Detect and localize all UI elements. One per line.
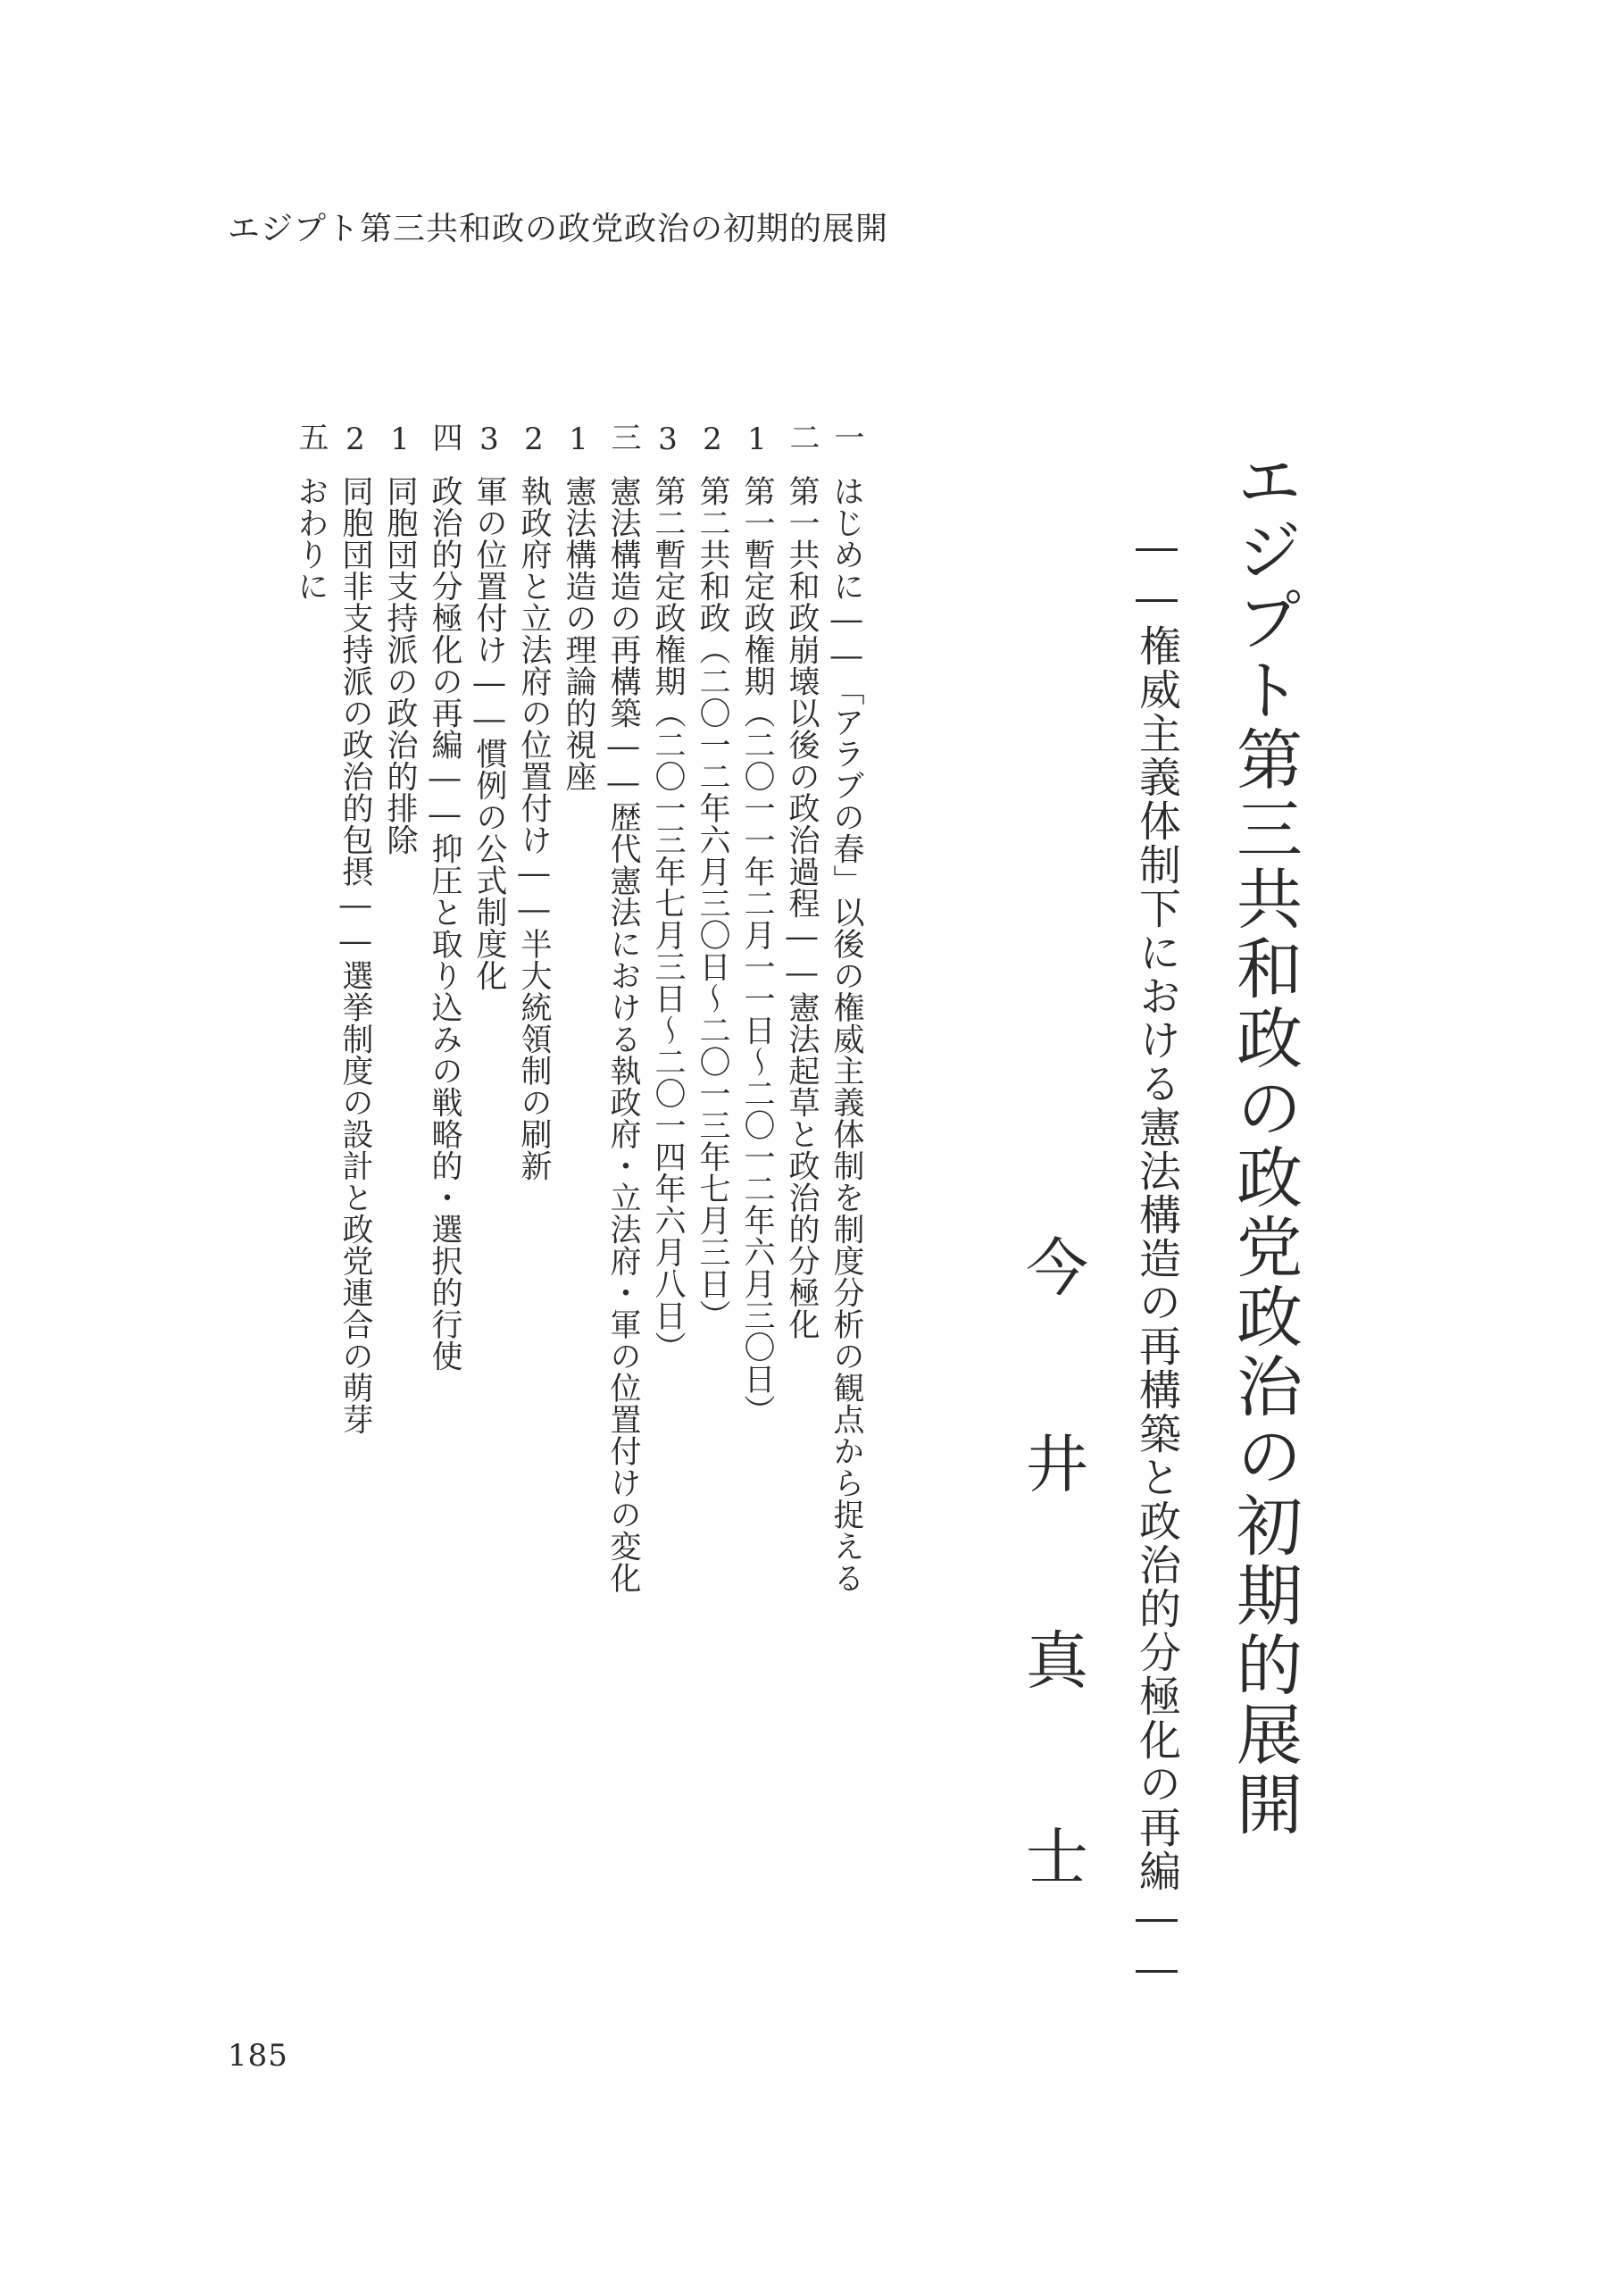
author-char: 今 — [1026, 1231, 1088, 1305]
toc-number: 2 — [695, 422, 730, 457]
toc-entry — [378, 422, 422, 1594]
toc-entry — [690, 422, 735, 1594]
author-name — [1026, 1231, 1088, 2023]
toc-number: 1 — [739, 422, 775, 457]
toc-entry — [288, 422, 333, 1594]
toc-number: 一 — [829, 422, 864, 452]
toc-entry — [645, 422, 690, 1594]
author-char: 井 — [1026, 1428, 1088, 1501]
author-char: 士 — [1026, 1821, 1088, 1894]
toc-entry — [824, 422, 869, 1594]
toc-number: 2 — [337, 422, 373, 457]
toc-text: 第二共和政（二〇一二年六月三〇日～二〇一三年七月三日） — [695, 475, 730, 1332]
toc-text: はじめに――「アラブの春」以後の権威主義体制を制度分析の観点から捉える — [829, 475, 864, 1594]
toc-text: 第一共和政崩壊以後の政治過程――憲法起草と政治的分極化 — [784, 475, 820, 1340]
toc-entry — [333, 422, 378, 1594]
toc-number: 1 — [561, 422, 596, 457]
page-number: 185 — [228, 2038, 288, 2074]
table-of-contents — [288, 422, 869, 1594]
article-subtitle: ――権威主義体制下における憲法構造の再構築と政治的分極化の再編―― — [1132, 522, 1181, 1995]
toc-text: 同胞団支持派の政治的排除 — [382, 475, 418, 856]
toc-text: 軍の位置付け――慣例の公式制度化 — [471, 475, 507, 991]
toc-number: 三 — [605, 422, 641, 452]
toc-entry — [512, 422, 556, 1594]
toc-text: 憲法構造の再構築――歴代憲法における執政府・立法府・軍の位置付けの変化 — [605, 475, 641, 1594]
article-title: エジプト第三共和政の政党政治の初期的展開 — [1226, 447, 1303, 1840]
toc-text: 憲法構造の理論的視座 — [561, 475, 596, 792]
running-head: エジプト第三共和政の政党政治の初期的展開 — [228, 211, 889, 247]
toc-number: 四 — [427, 422, 462, 452]
toc-entry — [779, 422, 824, 1594]
toc-number: 2 — [516, 422, 552, 457]
toc-entry — [735, 422, 779, 1594]
toc-text: おわりに — [293, 475, 329, 602]
toc-number: 五 — [293, 422, 329, 452]
author-char: 真 — [1026, 1624, 1088, 1698]
toc-text: 同胞団非支持派の政治的包摂――選挙制度の設計と政党連合の萌芽 — [337, 475, 373, 1435]
toc-number: 3 — [471, 422, 507, 457]
toc-number: 3 — [650, 422, 686, 457]
toc-text: 第二暫定政権期（二〇一三年七月三日～二〇一四年六月八日） — [650, 475, 686, 1363]
toc-text: 執政府と立法府の位置付け――半大統領制の刷新 — [516, 475, 552, 1181]
toc-number: 二 — [784, 422, 820, 452]
toc-number: 1 — [382, 422, 418, 457]
toc-entry — [422, 422, 467, 1594]
toc-entry — [601, 422, 645, 1594]
toc-entry — [556, 422, 601, 1594]
toc-text: 政治的分極化の再編――抑圧と取り込みの戦略的・選択的行使 — [427, 475, 462, 1372]
toc-entry — [467, 422, 512, 1594]
toc-text: 第一暫定政権期（二〇一一年二月一一日～二〇一二年六月三〇日） — [739, 475, 775, 1426]
